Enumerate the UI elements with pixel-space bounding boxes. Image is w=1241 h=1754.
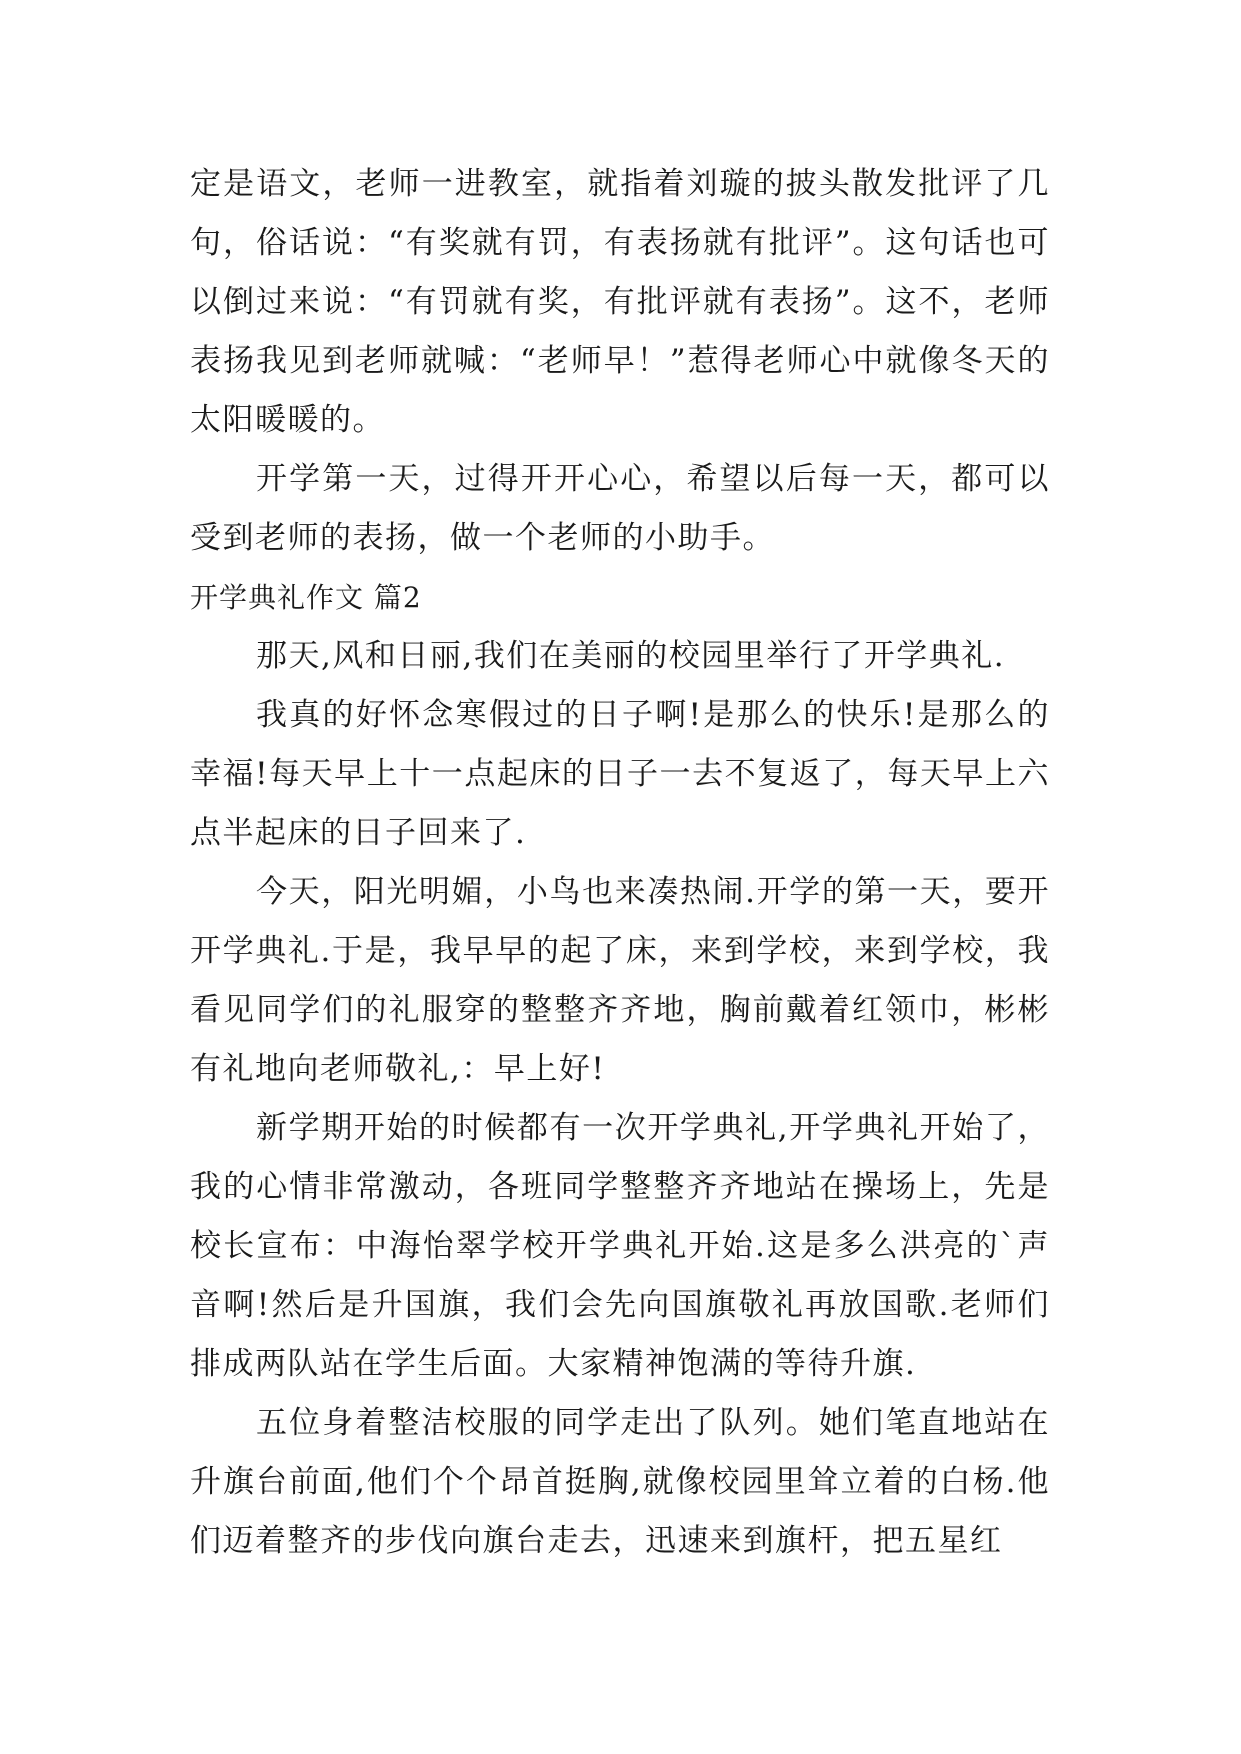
paragraph-first-day-summary: 开学第一天，过得开开心心，希望以后每一天，都可以受到老师的表扬，做一个老师的小助手。 xyxy=(190,461,1050,556)
paragraph-continuation: 定是语文，老师一进教室，就指着刘璇的披头散发批评了几句，俗话说：“有奖就有罚，有表扬就有批评”。这句话也可以倒过来说：“有罚就有奖，有批评就有表扬”。这不，老师表扬我见到老师就喊：“老师早！”惹得老师心中就像冬天的太阳暖暖的。 xyxy=(190,166,1050,438)
paragraph-ceremony-start: 新学期开始的时候都有一次开学典礼,开学典礼开始了，我的心情非常激动，各班同学整整齐齐地站在操场上，先是校长宣布：中海怡翠学校开学典礼开始.这是多么洪亮的`声音啊!然后是升国旗，我们会先向国旗敬礼再放国歌.老师们排成两队站在学生后面。大家精神饱满的等待升旗. xyxy=(190,1110,1050,1382)
document-body xyxy=(190,155,1050,1571)
paragraph-arriving-school: 今天，阳光明媚，小鸟也来凑热闹.开学的第一天，要开开学典礼.于是，我早早的起了床，来到学校，来到学校，我看见同学们的礼服穿的整整齐齐地，胸前戴着红领巾，彬彬有礼地向老师敬礼,：早上好! xyxy=(190,874,1050,1087)
section-heading: 开学典礼作文 篇2 xyxy=(190,581,422,614)
paragraph-opening-day: 那天,风和日丽,我们在美丽的校园里举行了开学典礼. xyxy=(256,638,1006,674)
paragraph-flag-raising: 五位身着整洁校服的同学走出了队列。她们笔直地站在升旗台前面,他们个个昂首挺胸,就像校园里耸立着的白杨.他们迈着整齐的步伐向旗台走去，迅速来到旗杆，把五星红 xyxy=(190,1405,1050,1559)
paragraph-missing-holiday: 我真的好怀念寒假过的日子啊!是那么的快乐!是那么的幸福!每天早上十一点起床的日子一去不复返了，每天早上六点半起床的日子回来了. xyxy=(190,697,1050,851)
